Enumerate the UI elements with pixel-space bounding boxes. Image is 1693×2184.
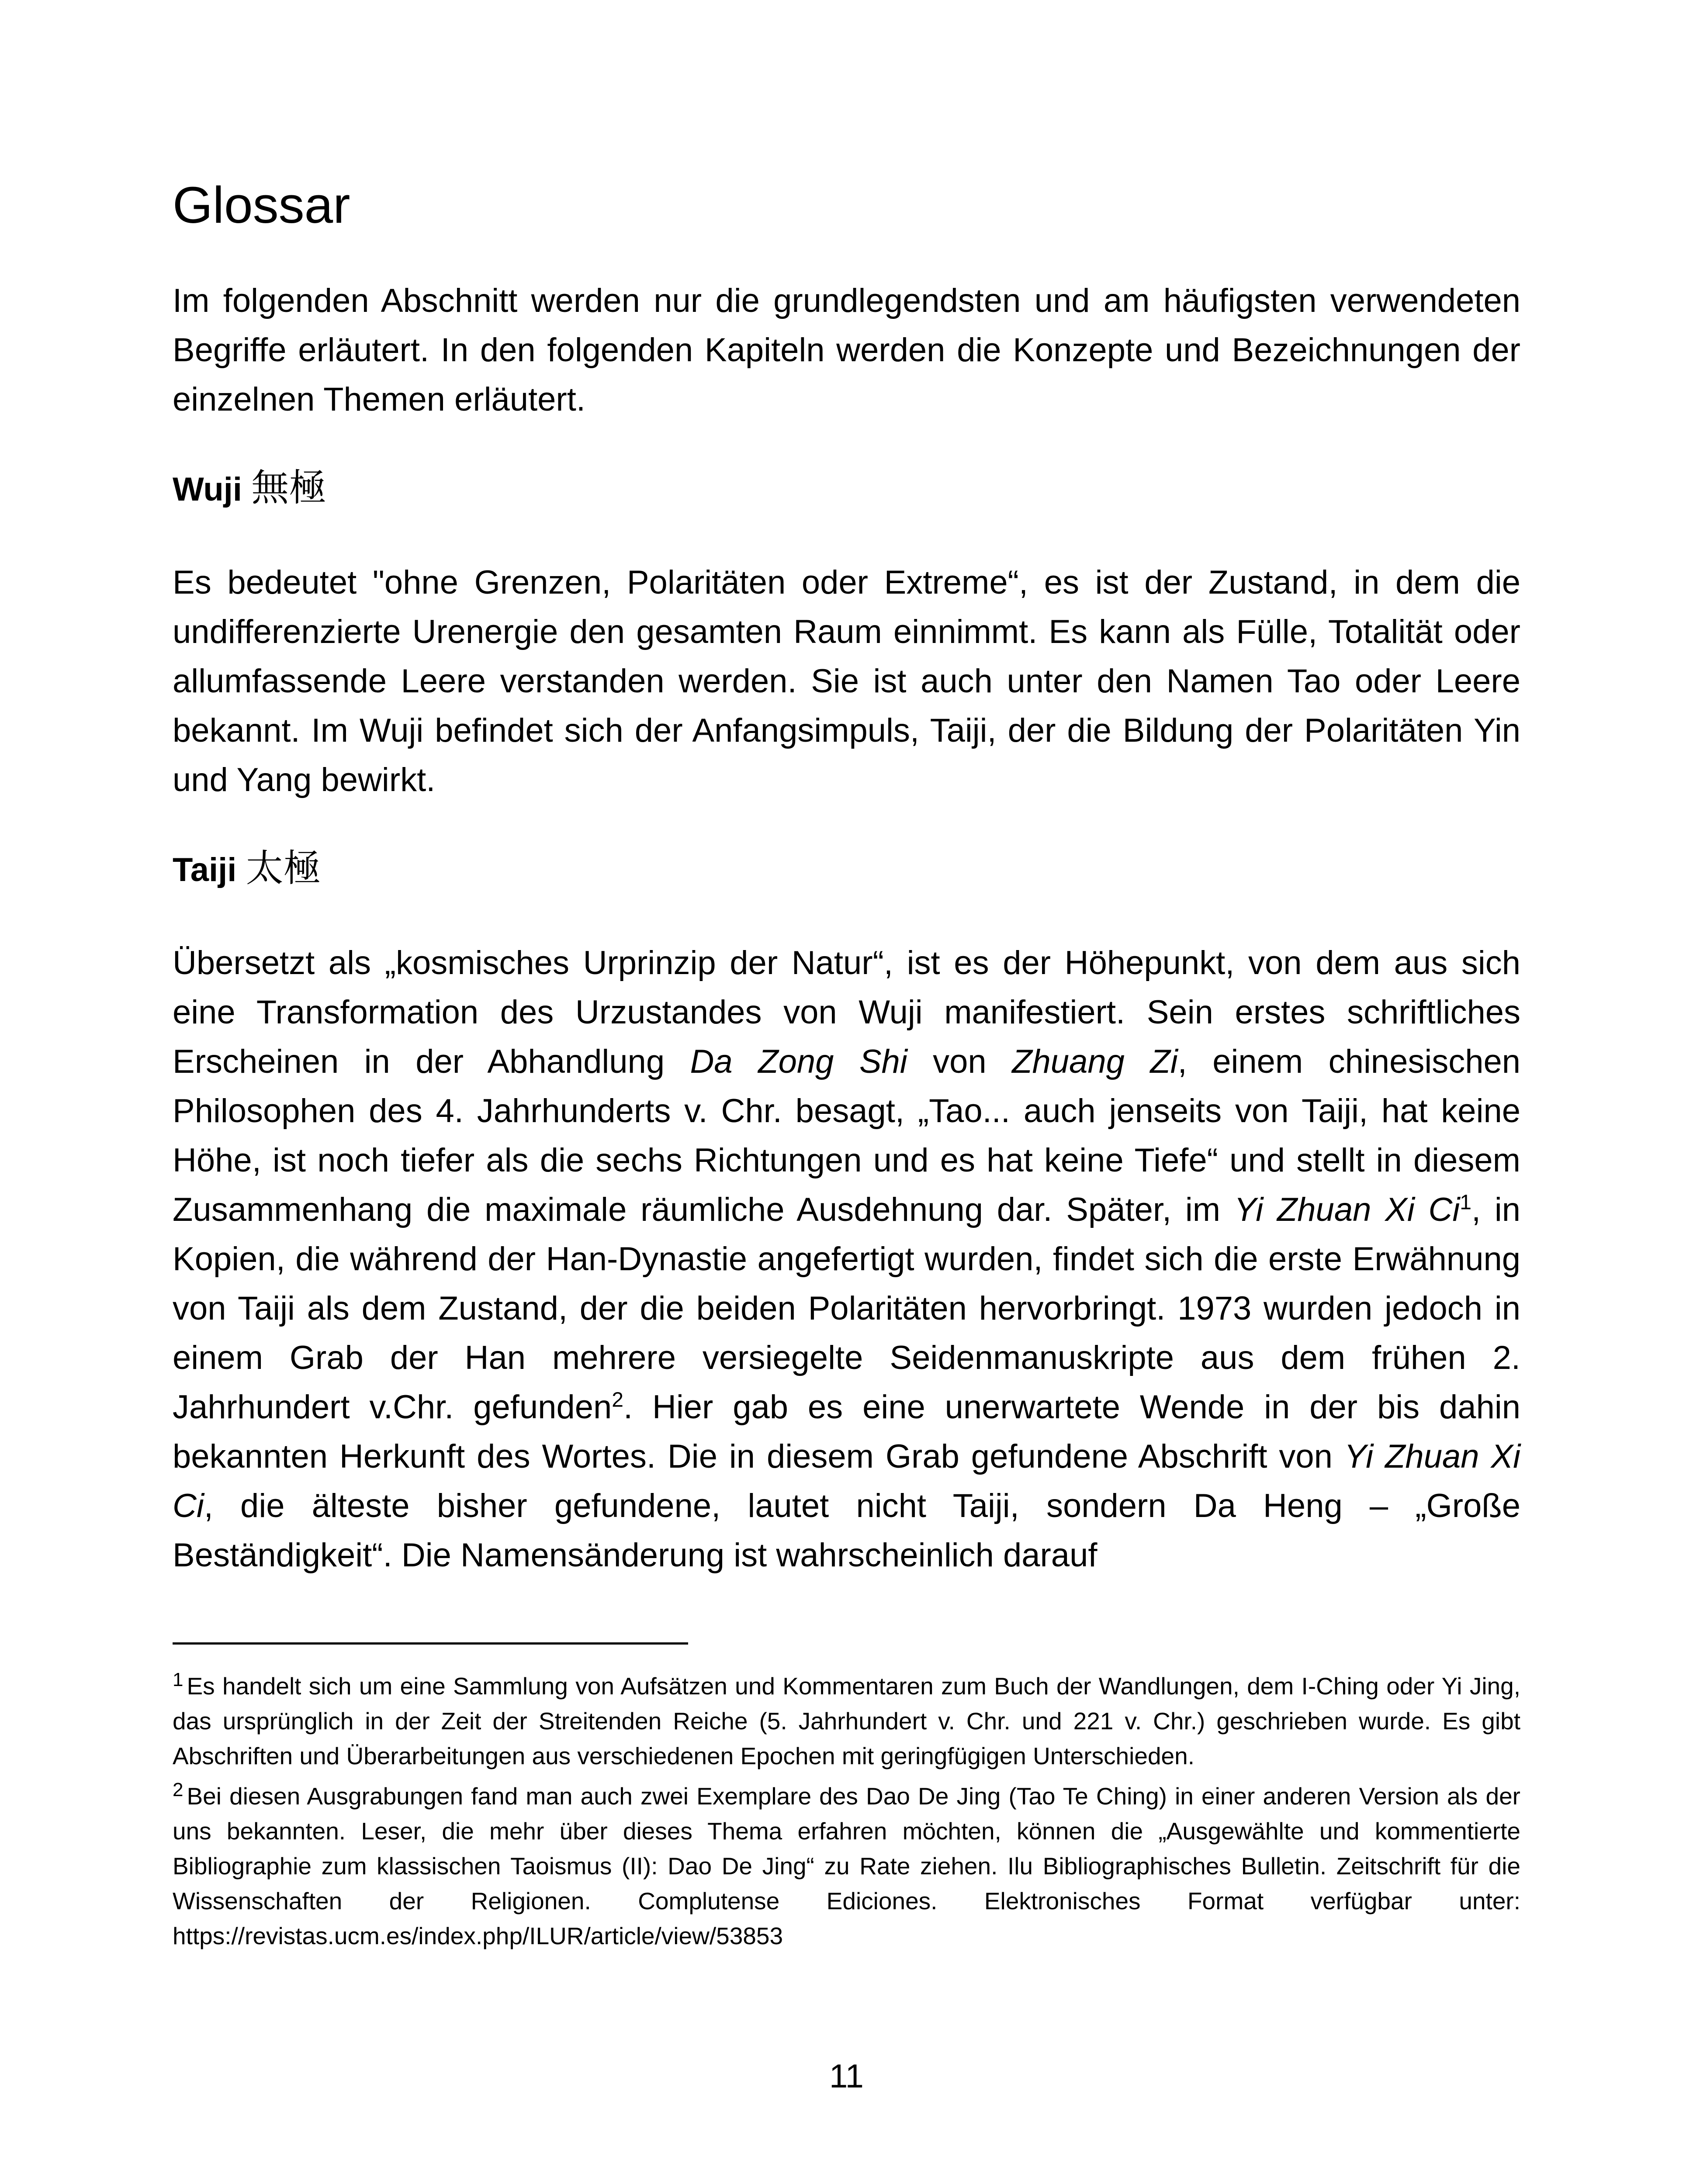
page-title: Glossar — [173, 176, 350, 234]
term-heading-wuji — [173, 463, 1520, 514]
taiji-text-5: . Hier gab es eine unerwartete Wende in der bis dahin bekannten Herkunft des Wortes. Die in diesem Grab gefundene Abschrift von — [173, 1388, 1520, 1475]
wuji-paragraph: Es bedeutet "ohne Grenzen, Polaritäten oder Extreme“, es ist der Zustand, in dem die undifferenzierte Urenergie den gesamten Raum einnimmt. Es kann als Fülle, Totalität oder allumfassende Leere verstanden werden. Sie ist auch unter den Namen Tao oder Leere bekannt. Im Wuji befindet sich der Anfangsimpuls, Taiji, der die Bildung der Polaritäten Yin und Yang bewirkt. — [173, 563, 1520, 798]
footnotes — [173, 1669, 1520, 1959]
taiji-text-6: , die älteste bisher gefundene, lautet nicht Taiji, sondern Da Heng – „Große Beständigkeit“. Die Namensänderung ist wahrscheinlich darauf — [173, 1487, 1520, 1574]
footnote-text-2: Bei diesen Ausgrabungen fand man auch zwei Exemplare des Dao De Jing (Tao Te Ching) in einer anderen Version als der uns bekannten. Leser, die mehr über dieses Thema erfahren möchten, können die „Ausgewählte und kommentierte Bibliographie zum klassischen Taoismus (II): Dao De Jing“ zu Rate ziehen. Ilu Bibliographisches Bulletin. Zeitschrift für die Wissenschaften der Religionen. Complutense Ediciones. Elektronisches Format verfügbar unter: https://revistas.ucm.es/index.php/ILUR/article/view/53853 — [173, 1783, 1520, 1949]
footnote-text-1: Es handelt sich um eine Sammlung von Aufsätzen und Kommentaren zum Buch der Wandlungen, dem I-Ching oder Yi Jing, das ursprünglich in der Zeit der Streitenden Reiche (5. Jahrhundert v. Chr. und 221 v. Chr.) geschrieben wurde. Es gibt Abschriften und Überarbeitungen aus verschiedenen Epochen mit geringfügigen Unterschieden. — [173, 1673, 1520, 1769]
term-name-taiji: Taiji — [173, 851, 237, 888]
footnote-divider — [173, 1642, 688, 1645]
term-name-wuji: Wuji — [173, 470, 242, 508]
footnote-2 — [173, 1779, 1520, 1953]
footnote-1 — [173, 1669, 1520, 1773]
footnote-number-2: 2 — [173, 1779, 183, 1800]
taiji-text-2: von — [907, 1043, 1012, 1080]
taiji-text-1: Übersetzt als „kosmisches Urprinzip der Natur“, ist es der Höhepunkt, von dem aus sich eine Transformation des Urzustandes von Wuji manifestiert. Sein erstes schriftliches Erscheinen in der Abhandlung — [173, 944, 1520, 1080]
intro-paragraph: Im folgenden Abschnitt werden nur die grundlegendsten und am häufigsten verwendeten Begriffe erläutert. In den folgenden Kapiteln werden die Konzepte und Bezeichnungen der einzelnen Themen erläutert. — [173, 282, 1520, 418]
taiji-paragraph — [173, 938, 1520, 1580]
italic-zhuang-zi: Zhuang Zi — [1012, 1043, 1178, 1080]
italic-da-zong-shi: Da Zong Shi — [690, 1043, 907, 1080]
term-chars-taiji: 太極 — [246, 846, 321, 890]
term-heading-taiji — [173, 844, 1520, 895]
taiji-text-3: , einem chinesischen Philosophen des 4. Jahrhunderts v. Chr. besagt, „Tao... auch jenseits von Taiji, hat keine Höhe, ist noch tiefer als die sechs Richtungen und es hat keine Tiefe“ und stellt in diesem Zusammenhang die maximale räumliche Ausdehnung dar. Später, im — [173, 1043, 1521, 1228]
footnote-ref-1[interactable]: 1 — [1460, 1191, 1471, 1214]
main-content — [173, 175, 1520, 1606]
footnote-number-1: 1 — [173, 1669, 183, 1690]
footnote-ref-2[interactable]: 2 — [612, 1388, 623, 1412]
page-number: 11 — [829, 2058, 864, 2095]
italic-yi-zhuan-xi-ci-2: Yi Zhuan Xi Ci — [173, 1438, 1521, 1524]
italic-yi-zhuan-xi-ci: Yi Zhuan Xi Ci — [1234, 1191, 1460, 1228]
taiji-text-4: , in Kopien, die während der Han-Dynastie angefertigt wurden, findet sich die erste Erwähnung von Taiji als dem Zustand, der die beiden Polaritäten hervorbringt. 1973 wurden jedoch in einem Grab der Han mehrere versiegelte Seidenmanuskripte aus dem frühen 2. Jahrhundert v.Chr. gefunden — [173, 1191, 1521, 1426]
term-chars-wuji: 無極 — [251, 466, 327, 510]
